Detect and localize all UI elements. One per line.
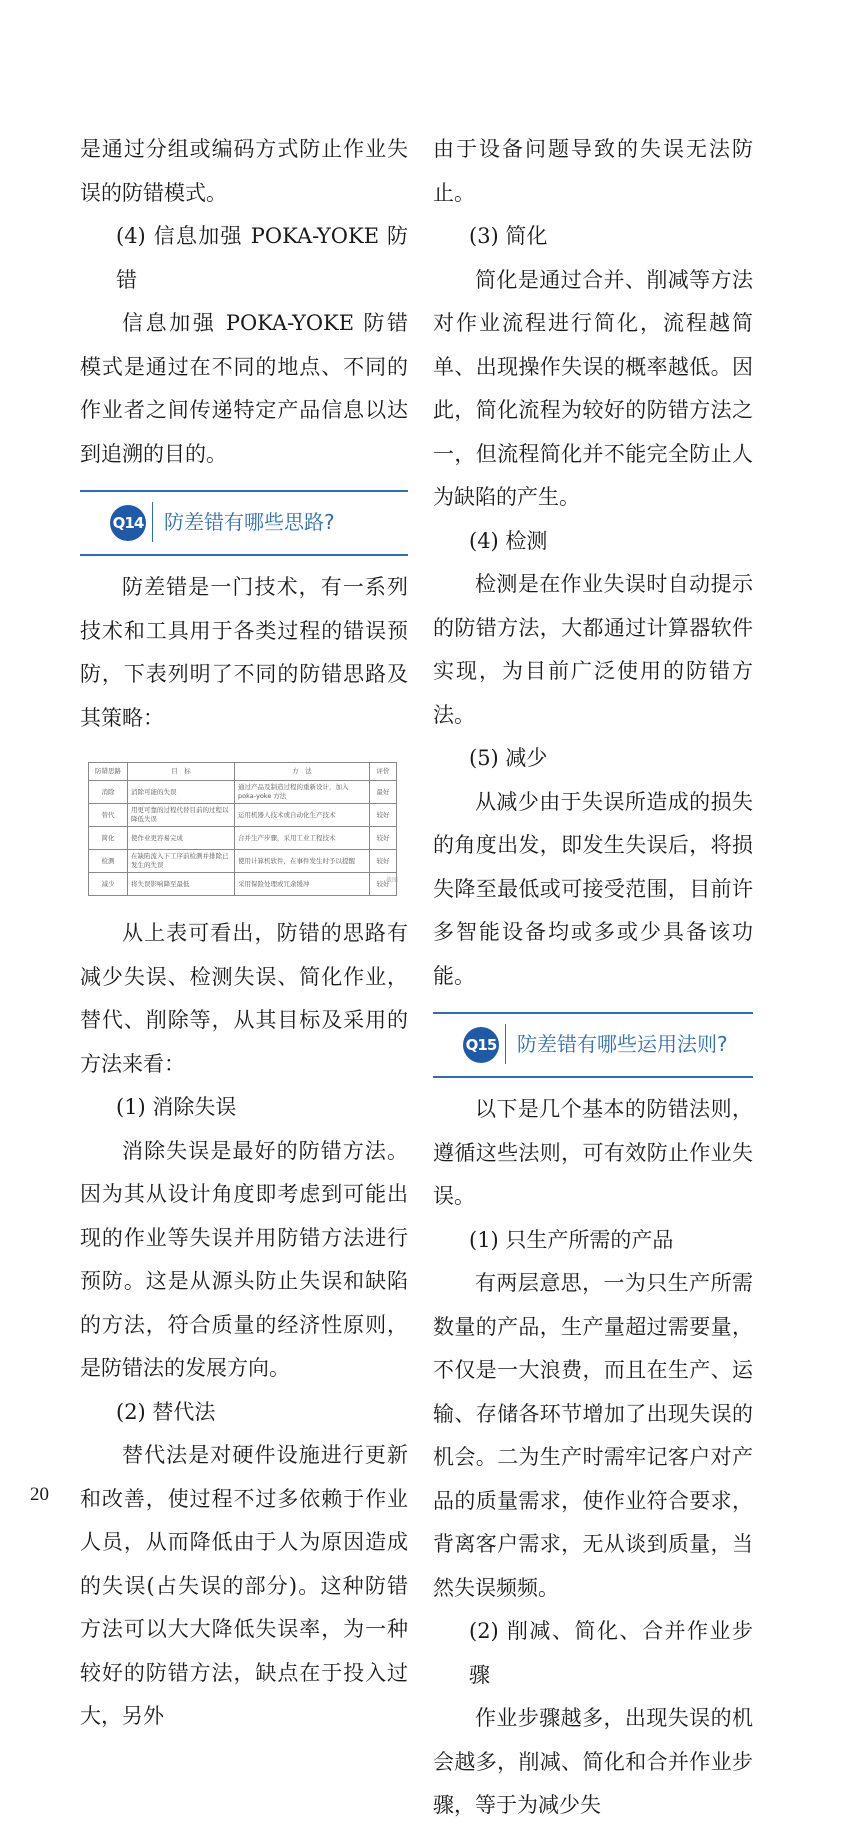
subheading: (2) 削减、简化、合并作业步骤 (469, 1619, 753, 1687)
subheading: (4) 信息加强 POKA-YOKE 防错 (116, 224, 408, 292)
table-cell: 用更可靠的过程代替目前的过程以降低失误 (128, 804, 235, 827)
table-cell: 较好 (370, 827, 397, 850)
table-cell: 使作业更容易完成 (128, 827, 235, 850)
right-column (433, 128, 753, 1828)
table-cell: 消除 (89, 781, 128, 804)
table-cell: 简化 (89, 827, 128, 850)
paragraph: 替代法是对硬件设施进行更新和改善，使过程不过多依赖于作业人员，从而降低由于人为原因造成的失误(占失误的部分)。这种防错方法可以大大降低失误率，为一种较好的防错方法，缺点在于投入过大，另外 (80, 1443, 408, 1728)
paragraph: 是通过分组或编码方式防止作业失误的防错模式。 (80, 137, 408, 205)
paragraph: 作业步骤越多，出现失误的机会越多，削减、简化和合并作业步骤，等于为减少失 (433, 1706, 753, 1817)
section-header-q14 (80, 490, 408, 556)
table-note: 截图 (385, 877, 398, 884)
paragraph: 防差错是一门技术，有一系列技术和工具用于各类过程的错误预防，下表列明了不同的防错思路及其策略： (80, 575, 408, 730)
question-badge: Q14 (110, 505, 146, 541)
table-header-cell: 防错思路 (89, 763, 128, 781)
subheading: (2) 替代法 (116, 1399, 216, 1424)
table-cell: 运用机器人技术或自动化生产技术 (235, 804, 370, 827)
subheading: (5) 减少 (469, 746, 548, 770)
section-title: 防差错有哪些思路? (164, 510, 335, 534)
strategy-table (88, 762, 398, 896)
left-column (80, 128, 408, 1739)
question-badge: Q15 (463, 1027, 499, 1063)
paragraph: 由于设备问题导致的失误无法防止。 (433, 137, 753, 205)
section-title: 防差错有哪些运用法则? (517, 1032, 728, 1056)
table-cell: 较好 (370, 873, 397, 896)
paragraph: 以下是几个基本的防错法则，遵循这些法则，可有效防止作业失误。 (433, 1097, 753, 1208)
table-cell: 较好 (370, 804, 397, 827)
table-cell: 使用计算机软件，在事件发生时予以提醒 (235, 850, 370, 873)
table-header-cell: 评价 (370, 763, 397, 781)
table-row (89, 873, 397, 896)
table-cell: 采用保险处理或冗余缓冲 (235, 873, 370, 896)
table-row (89, 827, 397, 850)
paragraph: 从减少由于失误所造成的损失的角度出发，即发生失误后，将损失降至最低或可接受范围，目前许多智能设备均或多或少具备该功能。 (433, 789, 753, 988)
table-cell: 消除可能的失误 (128, 781, 235, 804)
paragraph: 消除失误是最好的防错方法。因为其从设计角度即考虑到可能出现的作业等失误并用防错方法进行预防。这是从源头防止失误和缺陷的方法，符合质量的经济性原则，是防错法的发展方向。 (80, 1138, 408, 1380)
table-cell: 通过产品及制造过程的重新设计，加入 poka-yoke 方法 (235, 781, 370, 804)
divider (505, 1024, 506, 1064)
table-cell: 替代 (89, 804, 128, 827)
section-header-q15 (433, 1012, 753, 1078)
table-cell: 检测 (89, 850, 128, 873)
subheading: (1) 只生产所需的产品 (469, 1227, 674, 1252)
paragraph: 简化是通过合并、削减等方法对作业流程进行简化，流程越简单、出现操作失误的概率越低。因此，简化流程为较好的防错方法之一，但流程简化并不能完全防止人为缺陷的产生。 (433, 267, 753, 509)
table-header-cell: 方 法 (235, 763, 370, 781)
table-row (89, 850, 397, 873)
paragraph: 从上表可看出，防错的思路有减少失误、检测失误、简化作业，替代、削除等，从其目标及采用的方法来看： (80, 921, 408, 1076)
paragraph: 检测是在作业失误时自动提示的防错方法，大都通过计算器软件实现，为目前广泛使用的防错方法。 (433, 572, 753, 727)
subheading: (1) 消除失误 (116, 1095, 237, 1119)
page-number: 20 (30, 1484, 49, 1505)
table-cell: 较好 (370, 850, 397, 873)
table-cell: 将失误影响降至最低 (128, 873, 235, 896)
table-cell: 最好 (370, 781, 397, 804)
table-cell: 合并生产步骤，采用工业工程技术 (235, 827, 370, 850)
table-row (89, 804, 397, 827)
table-cell: 减少 (89, 873, 128, 896)
table-header-cell: 目 标 (128, 763, 235, 781)
table-cell: 在缺陷流入下工序前检测并排除已发生的失误 (128, 850, 235, 873)
table-row (89, 781, 397, 804)
table-header-row (89, 763, 397, 781)
paragraph: 信息加强 POKA-YOKE 防错模式是通过在不同的地点、不同的作业者之间传递特定产品信息以达到追溯的目的。 (80, 311, 408, 466)
subheading: (3) 简化 (469, 224, 548, 248)
subheading: (4) 检测 (469, 528, 548, 553)
divider (152, 502, 153, 542)
paragraph: 有两层意思，一为只生产所需数量的产品，生产量超过需要量，不仅是一大浪费，而且在生产、运输、存储各环节增加了出现失误的机会。二为生产时需牢记客户对产品的质量需求，使作业符合要求，背离客户需求，无从谈到质量，当然失误频频。 (433, 1271, 753, 1600)
